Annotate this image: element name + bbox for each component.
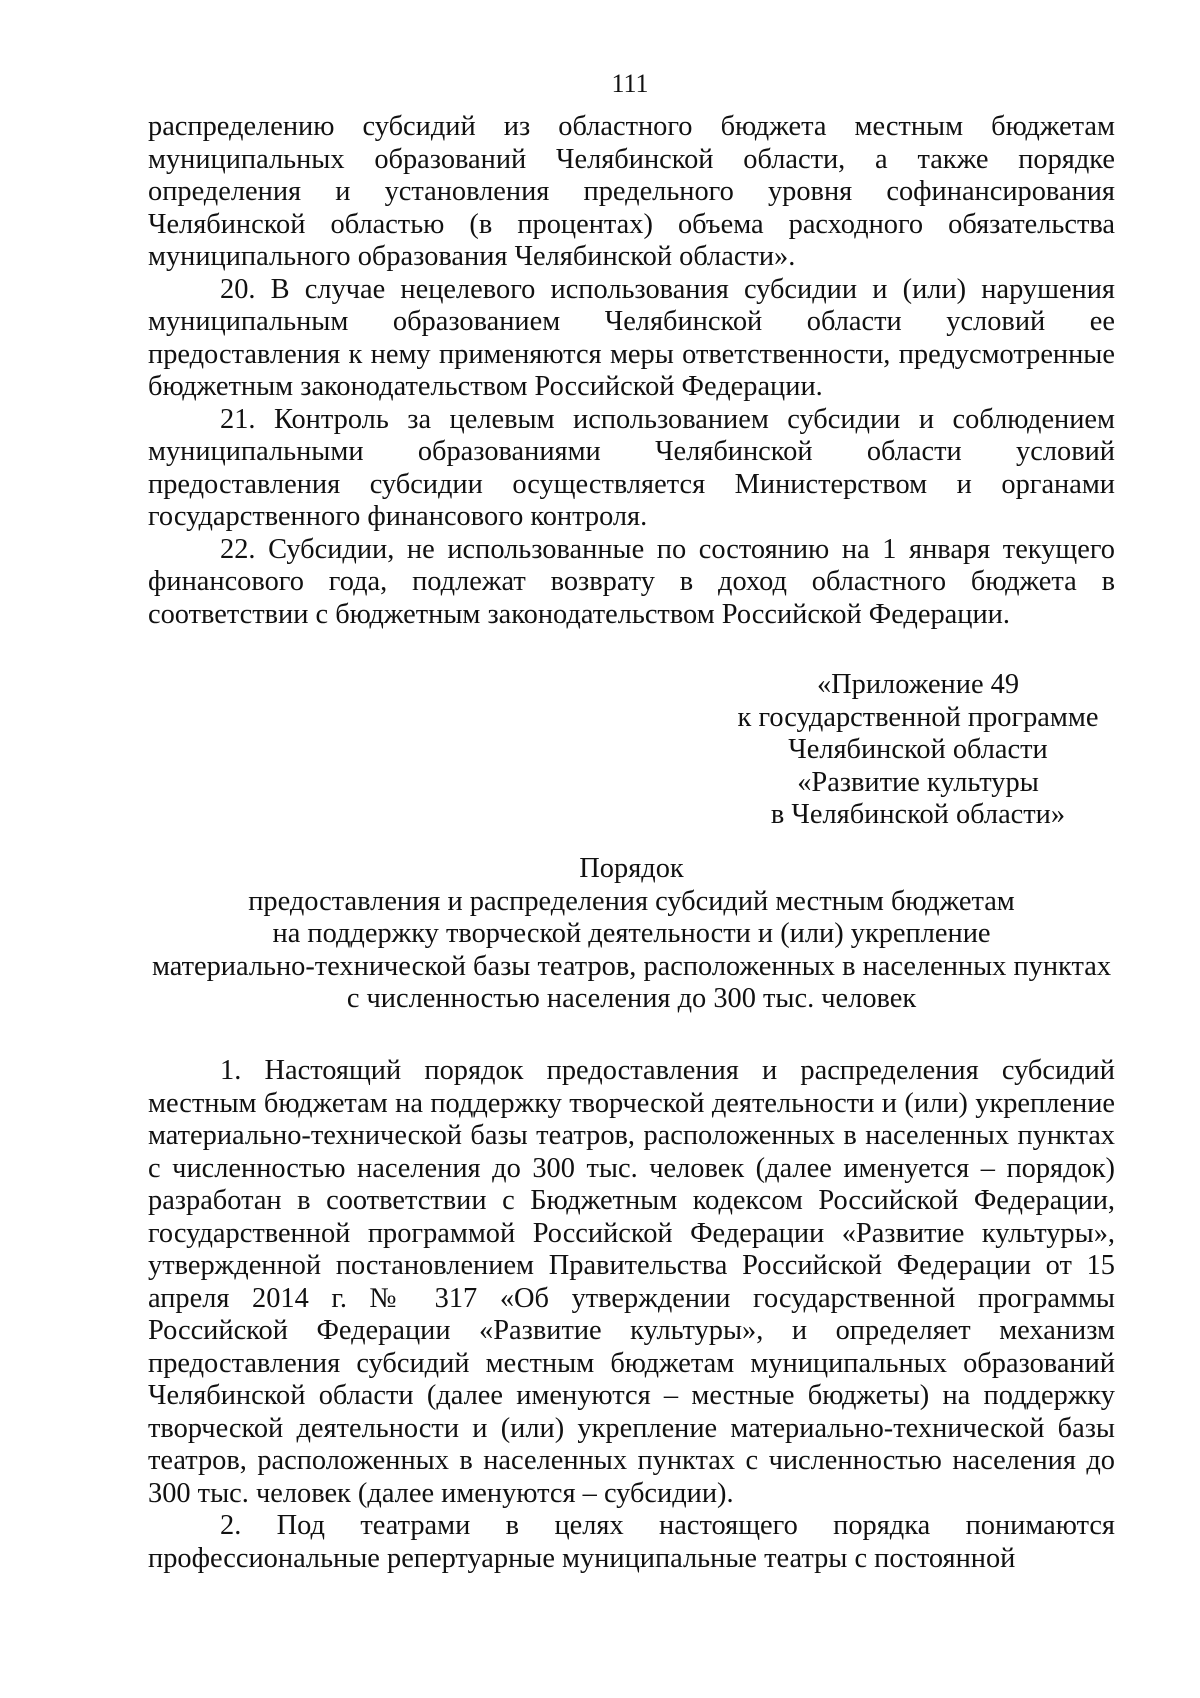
appendix-header: [728, 669, 1108, 832]
text-block-upper: [148, 111, 1115, 631]
paragraph-2: 2. Под театрами в целях настоящего порядка понимаются профессиональные репертуарные муниципальные театры с постоянной: [148, 1510, 1115, 1574]
title-line: Порядок: [579, 853, 684, 884]
page-number: 111: [611, 69, 649, 98]
paragraph-21: 21. Контроль за целевым использованием субсидии и соблюдением муниципальными образованиями Челябинской области условий предоставления субсидии осуществляется Министерством и органами государственного финансового контроля.: [148, 403, 1115, 532]
document-title: [148, 853, 1115, 1016]
title-line: на поддержку творческой деятельности и (или) укрепление: [272, 918, 991, 949]
intro-paragraph: распределению субсидий из областного бюджета местным бюджетам муниципальных образований Челябинской области, а также порядке определения и установления предельного уровня софинансирования Челябинской областью (в процентах) объема расходного обязательства муниципального образования Челябинской области».: [148, 111, 1115, 272]
title-line: материально-технической базы театров, расположенных в населенных пунктах: [151, 950, 1112, 982]
appendix-line: к государственной программе: [737, 701, 1099, 733]
title-line: предоставления и распределения субсидий местным бюджетам: [248, 885, 1015, 917]
appendix-line: «Приложение 49: [816, 669, 1020, 700]
paragraph-22: 22. Субсидии, не использованные по состоянию на 1 января текущего финансового года, подлежат возврату в доход областного бюджета в соответствии с бюджетным законодательством Российской Федерации.: [148, 533, 1115, 630]
text-block-lower: [148, 1055, 1115, 1575]
paragraph-1: 1. Настоящий порядок предоставления и распределения субсидий местным бюджетам на поддержку творческой деятельности и (или) укрепление материально-технической базы театров, расположенных в населенных пунктах с численностью населения до 300 тыс. человек (далее именуется – порядок) разработан в соответствии с Бюджетным кодексом Российской Федерации, государственной программой Российской Федерации «Развитие культуры», утвержденной постановлением Правительства Российской Федерации от 15 апреля 2014 г. № 317 «Об утверждении государственной программы Российской Федерации «Развитие культуры», и определяет механизм предоставления субсидий местным бюджетам муниципальных образований Челябинской области (далее именуются – местные бюджеты) на поддержку творческой деятельности и (или) укрепление материально-технической базы театров, расположенных в населенных пунктах с численностью населения до 300 тыс. человек (далее именуются – субсидии).: [148, 1055, 1115, 1509]
appendix-line: Челябинской области: [788, 734, 1048, 765]
appendix-line: в Челябинской области»: [770, 799, 1066, 830]
appendix-line: «Развитие культуры: [797, 766, 1039, 798]
title-line: с численностью населения до 300 тыс. человек: [346, 983, 917, 1014]
paragraph-20: 20. В случае нецелевого использования субсидии и (или) нарушения муниципальным образованием Челябинской области условий ее предоставления к нему применяются меры ответственности, предусмотренные бюджетным законодательством Российской Федерации.: [148, 273, 1115, 402]
